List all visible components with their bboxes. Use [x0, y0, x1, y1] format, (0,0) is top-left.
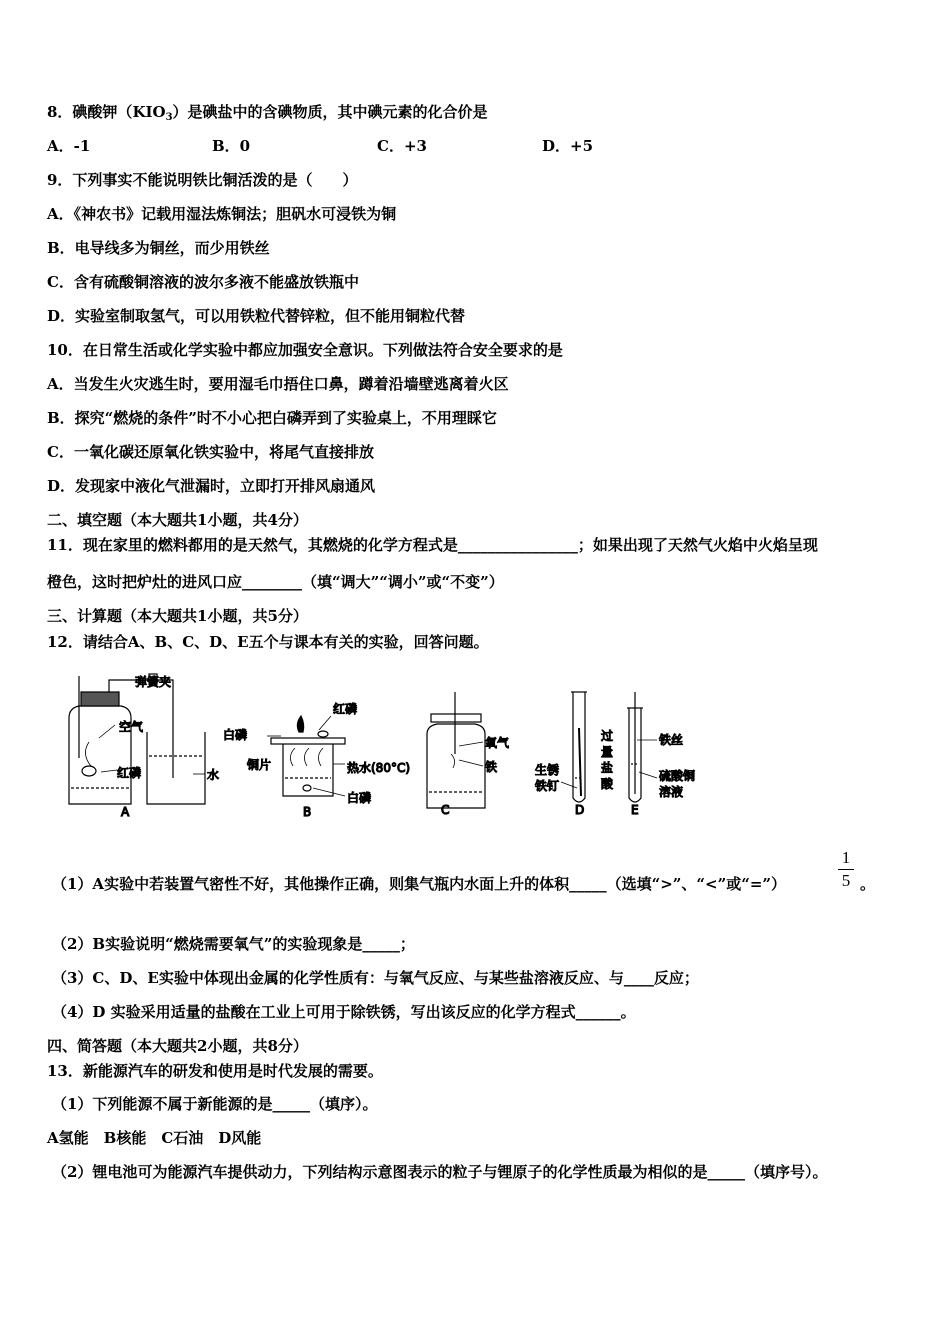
- section-heading-fill-in: 二、填空题（本大题共1小题，共4分）: [47, 511, 308, 529]
- label-b-copper: 铜片: [247, 758, 272, 772]
- fraction-denominator: 5: [841, 871, 851, 890]
- q13-options: A氢能 B核能 C石油 D风能: [47, 1129, 262, 1147]
- q8-option-a: A．-1: [47, 137, 91, 155]
- q9-option-b: B．电导线多为铜丝，而少用铁丝: [47, 239, 270, 257]
- apparatus-c: [427, 692, 485, 808]
- q8-option-d: D．+5: [542, 137, 594, 155]
- apparatus-b: [267, 716, 345, 796]
- q13-sub1: （1）下列能源不属于新能源的是_____（填序）。: [52, 1095, 378, 1113]
- label-c-iron: 铁: [485, 760, 498, 774]
- q11-line2: 橙色，这时把炉灶的进风口应________（填“调大”“调小”或“不变”）: [47, 573, 504, 591]
- caption-d: D: [575, 803, 585, 817]
- label-a-water: 水: [207, 768, 220, 782]
- label-d-acid-2: 量: [601, 745, 614, 759]
- q13-stem: 13．新能源汽车的研发和使用是时代发展的需要。: [47, 1062, 383, 1080]
- q12-sub3: （3）C、D、E实验中体现出金属的化学性质有：与氧气反应、与某些盐溶液反应、与____反应；: [52, 969, 699, 987]
- q9-option-a: A．《神农书》记载用湿法炼铜法；胆矾水可浸铁为铜: [47, 205, 397, 223]
- caption-e: E: [631, 803, 639, 817]
- fraction-numerator: 1: [841, 848, 851, 867]
- q8-option-b: B．0: [212, 137, 251, 155]
- q12-sub2: （2）B实验说明“燃烧需要氧气”的实验现象是_____；: [52, 935, 415, 953]
- label-e-sol-1: 硫酸铜: [659, 769, 696, 783]
- q11-line1: 11．现在家里的燃料都用的是天然气，其燃烧的化学方程式是________________；如果出现了天然气火焰中火焰呈现: [47, 536, 818, 554]
- label-b-hotwater: 热水(80°C): [347, 761, 411, 775]
- q10-option-c: C．一氧化碳还原氧化铁实验中，将尾气直接排放: [47, 443, 374, 461]
- q12-sub1: （1）A实验中若装置气密性不好，其他操作正确，则集气瓶内水面上升的体积_____（选填“>”、“<”或“=”）: [52, 875, 787, 893]
- label-d-rusty-1: 生锈: [535, 763, 560, 777]
- caption-c: C: [441, 803, 450, 817]
- apparatus-d: [561, 692, 587, 802]
- q8-option-c: C．+3: [377, 137, 427, 155]
- q8-stem: 8．碘酸钾$(KIO_3)$是碘盐中的含碘物质，其中碘元素的化合价是: [47, 103, 488, 123]
- label-e-sol-2: 溶液: [659, 785, 684, 799]
- label-a-clip: 弹簧夹: [135, 675, 172, 689]
- section-heading-short-answer: 四、简答题（本大题共2小题，共8分）: [47, 1037, 308, 1055]
- experiment-figure: [55, 668, 715, 820]
- q9-option-d: D．实验室制取氢气，可以用铁粒代替锌粒，但不能用铜粒代替: [47, 307, 466, 325]
- q9-option-c: C．含有硫酸铜溶液的波尔多液不能盛放铁瓶中: [47, 273, 359, 291]
- q9-stem: 9．下列事实不能说明铁比铜活泼的是（ ）: [47, 171, 358, 189]
- label-c-oxygen: 氧气: [485, 736, 510, 750]
- label-d-acid-1: 过: [601, 729, 614, 743]
- label-d-acid-3: 盐: [601, 761, 614, 775]
- label-a-air: 空气: [119, 720, 144, 734]
- q12-sub1-end: 。: [860, 875, 876, 893]
- q10-option-a: A．当发生火灾逃生时，要用湿毛巾捂住口鼻，蹲着沿墙壁逃离着火区: [47, 375, 509, 393]
- q12-stem: 12．请结合A、B、C、D、E五个与课本有关的实验，回答问题。: [47, 633, 489, 651]
- section-heading-calc: 三、计算题（本大题共1小题，共5分）: [47, 607, 308, 625]
- q10-option-d: D．发现家中液化气泄漏时，立即打开排风扇通风: [47, 477, 376, 495]
- q13-sub2: （2）锂电池可为能源汽车提供动力，下列结构示意图表示的粒子与锂原子的化学性质最为相似的是_____（填序号）。: [52, 1163, 828, 1181]
- caption-b: B: [303, 805, 312, 819]
- q10-stem: 10．在日常生活或化学实验中都应加强安全意识。下列做法符合安全要求的是: [47, 341, 563, 359]
- label-d-acid-4: 酸: [601, 777, 614, 791]
- apparatus-a: [69, 674, 205, 804]
- q12-sub4: （4）D 实验采用适量的盐酸在工业上可用于除铁锈，写出该反应的化学方程式______。: [52, 1003, 636, 1021]
- fraction-one-fifth: [836, 848, 856, 891]
- apparatus-e: [627, 692, 657, 802]
- caption-a: A: [121, 805, 130, 819]
- label-b-whitep-bottom: 白磷: [347, 791, 372, 805]
- label-d-rusty-2: 铁钉: [535, 779, 560, 793]
- label-b-whitep-left: 白磷: [223, 728, 248, 742]
- q10-option-b: B．探究“燃烧的条件”时不小心把白磷弄到了实验桌上，不用理睬它: [47, 409, 497, 427]
- label-a-redp: 红磷: [117, 766, 142, 780]
- label-b-redp: 红磷: [333, 702, 358, 716]
- label-e-wire: 铁丝: [659, 733, 684, 747]
